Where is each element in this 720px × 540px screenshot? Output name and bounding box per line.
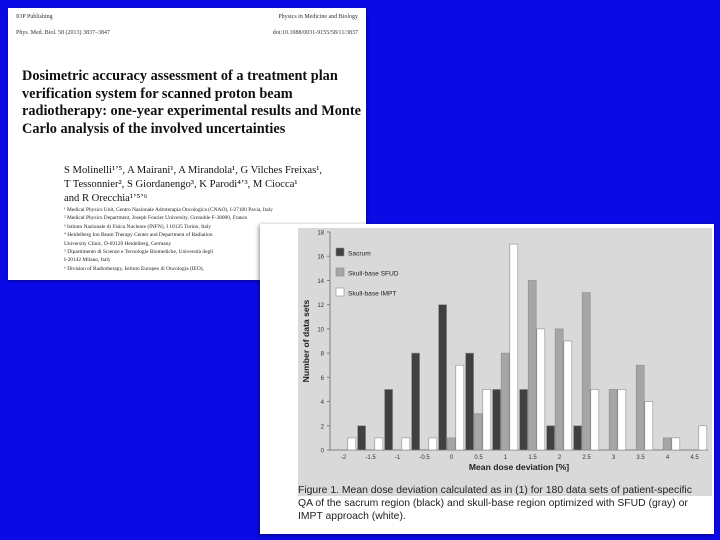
bar-sacrum: [385, 389, 393, 450]
y-tick-label: 12: [317, 303, 324, 310]
x-tick-label: 3: [611, 455, 616, 461]
publisher-name: IOP Publishing: [16, 14, 53, 20]
legend-label: Sacrum: [348, 250, 371, 258]
authors-line: S Molinelli¹ʼ⁵, A Mairani¹, A Mirandola¹, G Vilches Freixas¹,: [64, 165, 323, 176]
bar-skull-base-impt: [699, 426, 707, 450]
paper-authors: [64, 164, 354, 206]
bar-skull-base-sfud: [636, 365, 644, 450]
journal-name: Physics in Medicine and Biology: [278, 14, 358, 20]
y-tick-label: 14: [317, 278, 324, 285]
x-tick-label: 0: [449, 455, 454, 461]
affiliation-line: University Clinic, D-69120 Heidelberg, Germany: [64, 240, 172, 247]
bar-skull-base-sfud: [663, 438, 671, 450]
y-tick-label: 8: [320, 351, 324, 358]
x-tick-label: 3.5: [636, 455, 645, 461]
bar-sacrum: [358, 426, 366, 450]
bar-skull-base-impt: [429, 438, 437, 450]
bar-skull-base-impt: [483, 389, 491, 450]
affiliation-line: ¹ Medical Physics Unit, Centro Nazionale Adroterapia Oncologica (CNAO), I-27100 Pavia, Italy: [64, 207, 273, 213]
affiliation-line: ² Medical Physics Department, Joseph Fourier University, Grenoble F-38000, France: [64, 215, 248, 222]
y-tick-label: 4: [320, 400, 324, 407]
authors-line: and R Orecchia¹ʼ⁵ʼ⁶: [64, 193, 148, 204]
y-axis-label: Number of data sets: [301, 299, 311, 383]
x-tick-label: -1: [394, 455, 401, 461]
bar-sacrum: [412, 353, 420, 450]
bar-skull-base-impt: [375, 438, 383, 450]
legend-swatch: [336, 268, 344, 276]
x-tick-label: 0.5: [474, 455, 483, 461]
affiliation-line: ³ Istituto Nazionale di Fisica Nucleare (INFN), I 10125 Torino, Italy: [64, 223, 211, 230]
y-tick-label: 18: [317, 230, 324, 237]
doi: doi:10.1088/0031-9155/58/11/3837: [272, 30, 358, 36]
x-tick-label: 1: [503, 455, 508, 461]
bar-skull-base-sfud: [609, 389, 617, 450]
bar-skull-base-impt: [510, 244, 518, 450]
bar-skull-base-impt: [591, 389, 599, 450]
y-tick-label: 10: [317, 327, 324, 334]
x-tick-label: 4: [665, 455, 670, 461]
figure-caption: Figure 1. Mean dose deviation calculated as in (1) for 180 data sets of patient-specific QA of the sacrum region (black) and skull-base region optimized with SFUD (gray) or IMPT approach (white).: [298, 485, 692, 522]
x-tick-label: -1.5: [365, 455, 376, 461]
figure-panel: [260, 224, 714, 534]
affiliation-line: ⁴ Heidelberg Ion Beam Therapy Center and Department of Radiation: [64, 232, 213, 239]
bar-skull-base-sfud: [528, 280, 536, 450]
legend-label: Skull-base IMPT: [348, 290, 397, 298]
bar-skull-base-impt: [564, 341, 572, 450]
legend-swatch: [336, 288, 344, 296]
bar-sacrum: [547, 426, 555, 450]
bar-sacrum: [466, 353, 474, 450]
y-tick-label: 2: [320, 424, 324, 431]
bar-sacrum: [493, 389, 501, 450]
x-tick-label: 1.5: [528, 455, 537, 461]
bar-skull-base-impt: [402, 438, 410, 450]
paper-title: Dosimetric accuracy assessment of a treatment plan verification system for scanned proton beam radiotherapy: one-year experimental results and Monte Carlo analysis of the involved uncertainties: [22, 68, 361, 137]
y-tick-label: 16: [317, 254, 324, 261]
bar-skull-base-impt: [456, 365, 464, 450]
bar-skull-base-impt: [537, 329, 545, 450]
x-tick-label: 2: [557, 455, 562, 461]
bar-skull-base-impt: [348, 438, 356, 450]
x-tick-label: 4.5: [690, 455, 699, 461]
affiliation-line: ⁶ Division of Radiotherapy, Istituto Europeo di Oncologia (IEO),: [64, 265, 204, 272]
affiliation-line: ⁵ Dipartimento di Scienze e Tecnologie Biomediche, Università degli: [64, 249, 214, 256]
x-tick-label: -0.5: [419, 455, 430, 461]
histogram-chart: [260, 224, 714, 484]
bar-skull-base-impt: [618, 389, 626, 450]
bar-skull-base-sfud: [582, 293, 590, 450]
y-tick-label: 0: [320, 448, 324, 455]
journal-citation: Phys. Med. Biol. 58 (2013) 3837–3847: [16, 30, 111, 36]
affiliation-line: I-20142 Milano, Italy: [64, 257, 111, 264]
y-tick-label: 6: [320, 375, 324, 382]
bar-sacrum: [574, 426, 582, 450]
legend-label: Skull-base SFUD: [348, 270, 399, 278]
x-tick-label: 2.5: [582, 455, 591, 461]
x-tick-label: -2: [340, 455, 347, 461]
bar-skull-base-sfud: [474, 414, 482, 450]
bar-skull-base-impt: [672, 438, 680, 450]
x-axis-label: Mean dose deviation [%]: [468, 462, 570, 472]
bar-sacrum: [520, 389, 528, 450]
bar-sacrum: [439, 305, 447, 450]
bar-skull-base-sfud: [447, 438, 455, 450]
bar-skull-base-impt: [645, 402, 653, 450]
authors-line: T Tessonnier², S Giordanengo³, K Parodi⁴ʼ³, M Ciocca¹: [64, 179, 298, 190]
bar-skull-base-sfud: [555, 329, 563, 450]
bar-skull-base-sfud: [501, 353, 509, 450]
legend-swatch: [336, 248, 344, 256]
